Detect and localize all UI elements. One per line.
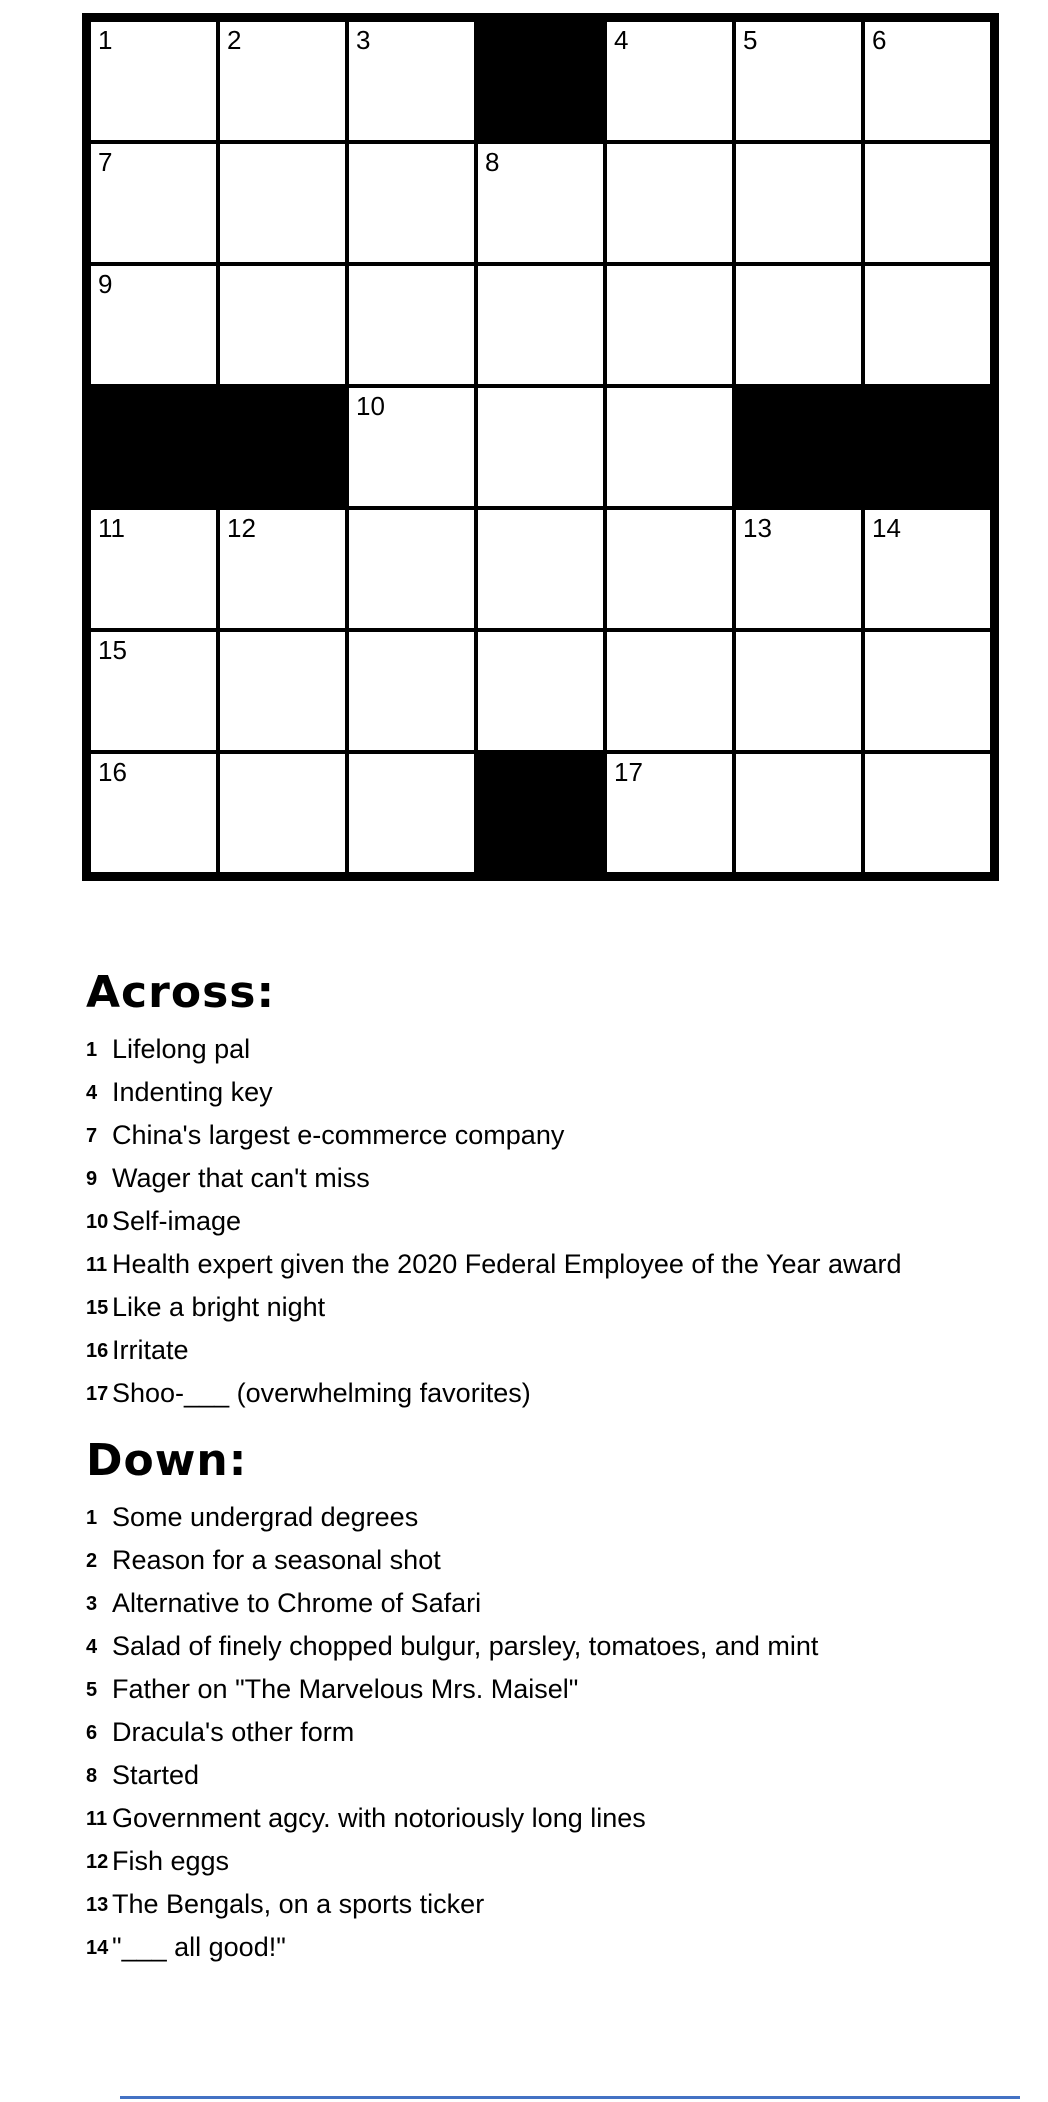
cell-number: 4 — [614, 25, 629, 55]
clue-number: 8 — [86, 1765, 98, 1787]
grid-cell[interactable] — [863, 264, 992, 386]
down-clue-list — [86, 1502, 1006, 1962]
footer-rule — [120, 2096, 1020, 2099]
clue-text: Like a bright night — [112, 1292, 326, 1322]
clue-text: "___ all good!" — [112, 1932, 286, 1962]
grid-cell[interactable] — [605, 142, 734, 264]
grid-cell[interactable] — [476, 386, 605, 508]
across-heading: Across: — [86, 967, 276, 1018]
grid-cell[interactable] — [734, 264, 863, 386]
across-clue-list — [86, 1034, 1006, 1408]
grid-black-cell — [476, 752, 605, 874]
cell-number: 5 — [743, 25, 758, 55]
across-clue-row — [86, 1335, 1006, 1365]
clue-text: Started — [112, 1760, 200, 1790]
grid-black-cell — [89, 386, 218, 508]
clue-text: Indenting key — [112, 1077, 273, 1107]
grid-black-cell — [863, 386, 992, 508]
across-clue-row — [86, 1292, 1006, 1322]
cell-number: 8 — [485, 147, 500, 177]
cell-number: 14 — [872, 513, 901, 543]
down-clue-row — [86, 1846, 1006, 1876]
clue-number: 4 — [86, 1636, 98, 1658]
clue-number: 11 — [86, 1808, 108, 1830]
grid-black-cell — [218, 386, 347, 508]
grid-cell[interactable] — [605, 630, 734, 752]
grid-cell[interactable] — [605, 508, 734, 630]
clues-panel — [86, 966, 1006, 1975]
down-clue-row — [86, 1803, 1006, 1833]
grid-cell[interactable] — [605, 386, 734, 508]
crossword-grid — [82, 13, 999, 881]
down-clue-row — [86, 1717, 1006, 1747]
clue-number: 4 — [86, 1082, 98, 1104]
grid-cell[interactable] — [476, 142, 605, 264]
clue-number: 13 — [86, 1894, 109, 1916]
down-clue-row — [86, 1502, 1006, 1532]
across-clue-row — [86, 1077, 1006, 1107]
clue-text: Shoo-___ (overwhelming favorites) — [112, 1378, 531, 1408]
grid-cell[interactable] — [863, 752, 992, 874]
grid-cell[interactable] — [347, 630, 476, 752]
cell-number: 7 — [98, 147, 113, 177]
cell-number: 6 — [872, 25, 887, 55]
clue-text: Reason for a seasonal shot — [112, 1545, 441, 1575]
grid-cell[interactable] — [89, 264, 218, 386]
cell-number: 10 — [356, 391, 385, 421]
clue-number: 1 — [86, 1507, 98, 1529]
cell-number: 1 — [98, 25, 113, 55]
cell-number: 17 — [614, 757, 643, 787]
clue-text: Wager that can't miss — [112, 1163, 370, 1193]
grid-cell[interactable] — [863, 142, 992, 264]
cell-number: 9 — [98, 269, 113, 299]
clue-number: 16 — [86, 1340, 109, 1362]
clue-text: Irritate — [112, 1335, 189, 1365]
clue-text: Some undergrad degrees — [112, 1502, 419, 1532]
grid-cell[interactable] — [605, 264, 734, 386]
clue-text: Government agcy. with notoriously long lines — [112, 1803, 646, 1833]
grid-cell[interactable] — [89, 508, 218, 630]
clue-text: Alternative to Chrome of Safari — [112, 1588, 482, 1618]
grid-cell[interactable] — [863, 508, 992, 630]
clue-number: 1 — [86, 1039, 98, 1061]
grid-cell[interactable] — [734, 142, 863, 264]
clue-text: Dracula's other form — [112, 1717, 355, 1747]
grid-cell[interactable] — [347, 264, 476, 386]
cell-number: 2 — [227, 25, 242, 55]
clue-number: 5 — [86, 1679, 98, 1701]
grid-cell[interactable] — [476, 508, 605, 630]
grid-cell[interactable] — [347, 20, 476, 142]
clue-number: 6 — [86, 1722, 98, 1744]
grid-cell[interactable] — [89, 20, 218, 142]
across-clue-row — [86, 1249, 1006, 1279]
clue-number: 11 — [86, 1254, 108, 1276]
cell-number: 12 — [227, 513, 256, 543]
grid-cell[interactable] — [89, 752, 218, 874]
cell-number: 3 — [356, 25, 371, 55]
across-clue-row — [86, 1120, 1006, 1150]
grid-cell[interactable] — [476, 630, 605, 752]
grid-cell[interactable] — [863, 630, 992, 752]
across-clue-row — [86, 1378, 1006, 1408]
cell-number: 16 — [98, 757, 127, 787]
grid-cell[interactable] — [347, 752, 476, 874]
across-clue-row — [86, 1206, 1006, 1236]
grid-cell[interactable] — [89, 630, 218, 752]
grid-black-cell — [476, 20, 605, 142]
down-clue-row — [86, 1631, 1006, 1661]
clue-number: 17 — [86, 1383, 109, 1405]
down-clue-row — [86, 1545, 1006, 1575]
grid-cell[interactable] — [347, 508, 476, 630]
cell-number: 13 — [743, 513, 772, 543]
clue-text: China's largest e-commerce company — [112, 1120, 565, 1150]
down-clue-row — [86, 1889, 1006, 1919]
grid-cell[interactable] — [218, 630, 347, 752]
clue-number: 2 — [86, 1550, 98, 1572]
grid-cell[interactable] — [605, 752, 734, 874]
grid-cell[interactable] — [218, 20, 347, 142]
clue-text: Lifelong pal — [112, 1034, 251, 1064]
clue-text: Father on "The Marvelous Mrs. Maisel" — [112, 1674, 579, 1704]
clue-number: 14 — [86, 1937, 109, 1959]
clue-number: 3 — [86, 1593, 98, 1615]
grid-cell[interactable] — [734, 630, 863, 752]
grid-cell[interactable] — [89, 142, 218, 264]
grid-cell[interactable] — [605, 20, 734, 142]
grid-cell[interactable] — [347, 386, 476, 508]
clue-number: 12 — [86, 1851, 109, 1873]
down-clue-row — [86, 1760, 1006, 1790]
down-heading: Down: — [86, 1435, 248, 1486]
clue-text: Salad of finely chopped bulgur, parsley, tomatoes, and mint — [112, 1631, 819, 1661]
grid-cell[interactable] — [218, 752, 347, 874]
grid-cell[interactable] — [734, 752, 863, 874]
clue-text: The Bengals, on a sports ticker — [112, 1889, 485, 1919]
clue-text: Health expert given the 2020 Federal Employee of the Year award — [112, 1249, 902, 1279]
grid-cell[interactable] — [218, 264, 347, 386]
down-clue-row — [86, 1588, 1006, 1618]
clue-number: 7 — [86, 1125, 98, 1147]
clue-text: Self-image — [112, 1206, 242, 1236]
grid-cell[interactable] — [476, 264, 605, 386]
grid-black-cell — [734, 386, 863, 508]
cell-number: 11 — [98, 513, 125, 543]
across-clue-row — [86, 1034, 1006, 1064]
cell-number: 15 — [98, 635, 127, 665]
grid-cell[interactable] — [218, 508, 347, 630]
grid-cell[interactable] — [734, 20, 863, 142]
grid-cell[interactable] — [347, 142, 476, 264]
across-clue-row — [86, 1163, 1006, 1193]
grid-cell[interactable] — [218, 142, 347, 264]
clue-number: 9 — [86, 1168, 98, 1190]
clue-number: 15 — [86, 1297, 109, 1319]
down-clue-row — [86, 1932, 1006, 1962]
grid-cell[interactable] — [734, 508, 863, 630]
down-clue-row — [86, 1674, 1006, 1704]
grid-cell[interactable] — [863, 20, 992, 142]
clue-text: Fish eggs — [112, 1846, 230, 1876]
clue-number: 10 — [86, 1211, 109, 1233]
